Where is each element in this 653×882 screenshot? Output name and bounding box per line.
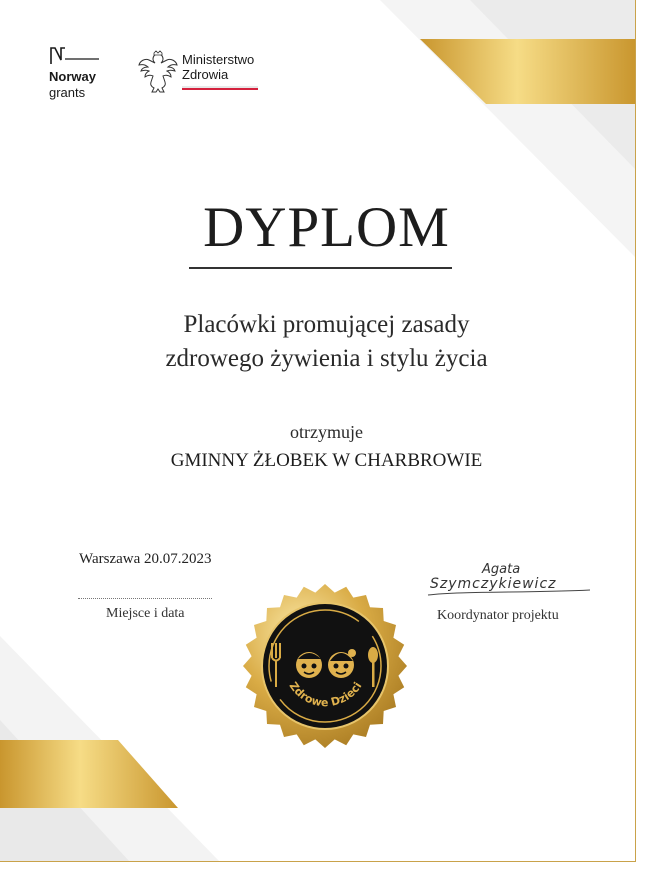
polish-flag-stripe xyxy=(182,86,258,90)
receives-label: otrzymuje xyxy=(290,422,363,442)
coordinator-label: Koordynator projektu xyxy=(437,608,559,623)
ministry-of-health-logo xyxy=(137,50,267,100)
signature-first-name: Agata xyxy=(482,562,521,577)
zdrowe-dzieci-seal xyxy=(242,583,408,749)
place-date-dotted-line xyxy=(78,598,212,599)
coordinator-signature xyxy=(420,557,600,601)
signature-last-name: Szymczykiewicz xyxy=(430,576,557,592)
norway-grants-mark-icon xyxy=(49,46,101,66)
norway-grants-logo xyxy=(49,46,109,106)
diploma-subtitle-line1: Placówki promującej zasady xyxy=(183,311,470,338)
recipient-name: GMINNY ŻŁOBEK W CHARBROWIE xyxy=(170,450,483,471)
title-underline xyxy=(189,267,452,269)
place-date-label: Miejsce i data xyxy=(106,606,185,621)
ministry-logo-line2: Zdrowia xyxy=(182,67,229,82)
ministry-logo-line1: Ministerstwo xyxy=(182,52,255,67)
norway-logo-line2: grants xyxy=(49,85,86,100)
eagle-emblem-icon xyxy=(137,50,179,96)
seal-dark-disc xyxy=(262,603,388,729)
norway-logo-line1: Norway xyxy=(49,69,96,84)
seal-text: Zdrowe Dzieci xyxy=(286,679,365,710)
diploma-subtitle-line2: zdrowego żywienia i stylu życia xyxy=(165,345,488,372)
diploma-title: DYPLOM xyxy=(203,196,450,259)
place-date-value: Warszawa 20.07.2023 xyxy=(79,551,212,567)
